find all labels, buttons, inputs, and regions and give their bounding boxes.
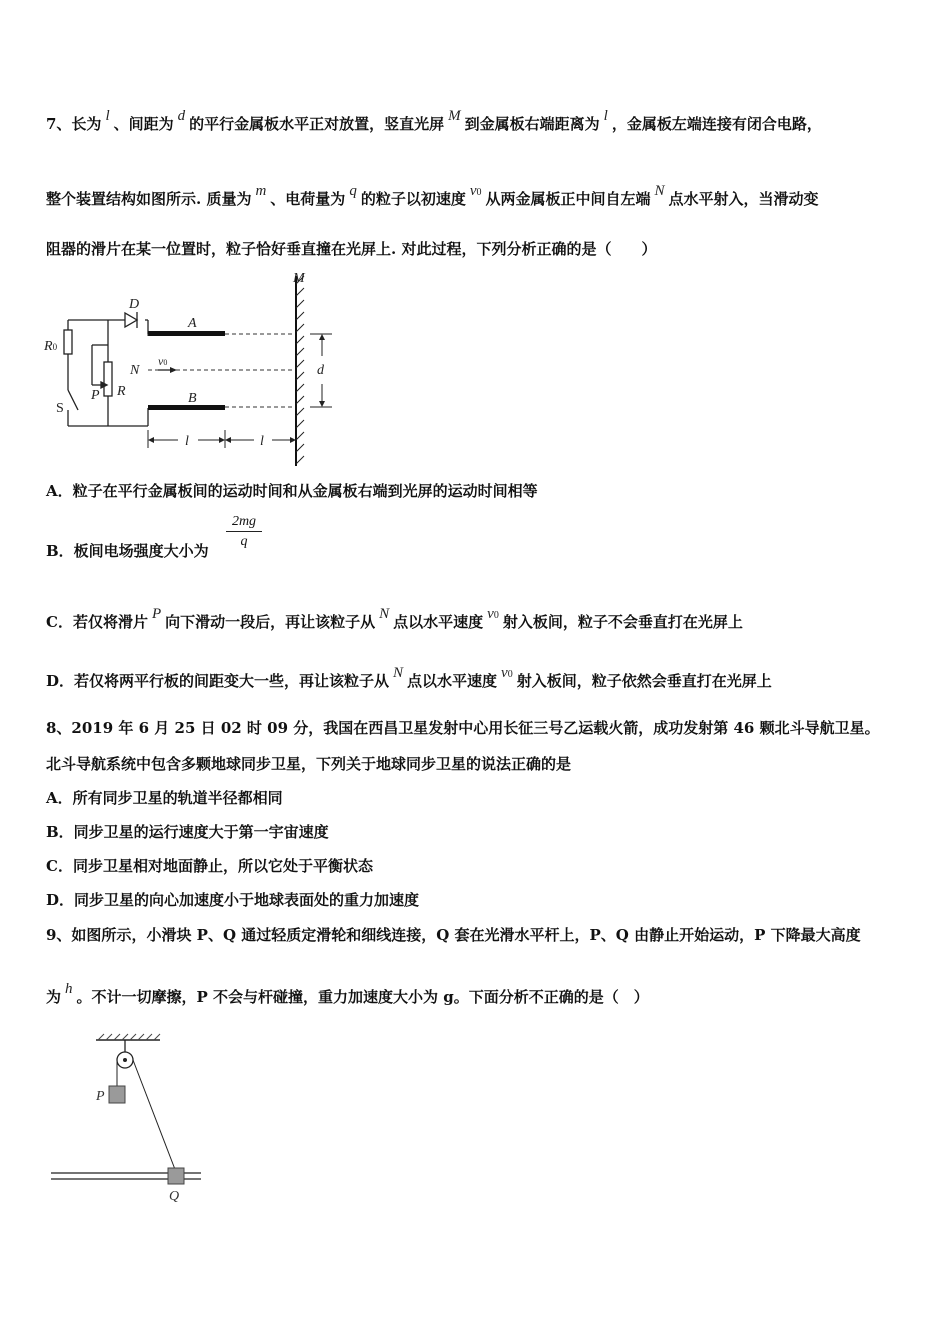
var-d: d [177, 108, 186, 124]
q7-option-b-fraction: $\frac{2mg}{q}$ [226, 514, 262, 550]
q8-option-c: C．同步卫星相对地面静止，所以它处于平衡状态 [46, 857, 373, 875]
label-R0: R0 [44, 339, 58, 354]
label-P: P [96, 1089, 105, 1104]
q9-stem-line1: 9、如图所示，小滑块 P、Q 通过轻质定滑轮和细线连接，Q 套在光滑水平杆上，P、Q 由静止开始运动，P 下降最大高度 [46, 926, 861, 944]
q8-option-d: D．同步卫星的向心加速度小于地球表面处的重力加速度 [46, 891, 420, 909]
var-m: m [255, 183, 267, 199]
q7-circuit-diagram [40, 268, 350, 470]
var-l: l [105, 108, 110, 124]
var-N: N [654, 183, 665, 199]
var-v0: v0 [469, 183, 482, 199]
label-A: A [188, 316, 197, 331]
label-Q: Q [169, 1189, 180, 1204]
label-l2: l [260, 434, 264, 449]
label-l1: l [185, 434, 189, 449]
var-q: q [349, 183, 357, 199]
var-M: M [448, 108, 461, 124]
q7-option-b: B．板间电场强度大小为 [46, 542, 209, 560]
q7-stem-line3: 阻器的滑片在某一位置时，粒子恰好垂直撞在光屏上. 对此过程，下列分析正确的是（ ） [46, 240, 657, 258]
q7-stem-line2: 整个装置结构如图所示. 质量为 m 、电荷量为 q 的粒子以初速度 v0 从两金属板正中间自左端 N 点水平射入，当滑动变 [46, 183, 819, 208]
label-v0: v0 [158, 354, 168, 368]
q8-stem-line1: 8、2019 年 6 月 25 日 02 时 09 分，我国在西昌卫星发射中心用长征三号乙运载火箭，成功发射第 46 颗北斗导航卫星。 [46, 719, 880, 737]
q8-option-b: B．同步卫星的运行速度大于第一宇宙速度 [46, 823, 329, 841]
q8-option-a: A．所有同步卫星的轨道半径都相同 [46, 789, 283, 807]
label-S: S [56, 401, 64, 416]
label-B: B [188, 391, 197, 406]
label-D: D [129, 297, 140, 312]
q7-stem-line1: 7、长为 l 、间距为 d 的平行金属板水平正对放置，竖直光屏 M 到金属板右端距离为 l ，金属板左端连接有闭合电路， [46, 108, 822, 133]
q8-stem-line2: 北斗导航系统中包含多颗地球同步卫星，下列关于地球同步卫星的说法正确的是 [46, 755, 572, 773]
label-N: N [130, 363, 140, 378]
q9-pulley-diagram [46, 1030, 216, 1210]
q7-option-a: A．粒子在平行金属板间的运动时间和从金属板右端到光屏的运动时间相等 [46, 482, 538, 500]
label-M: M [293, 271, 305, 286]
label-R: R [117, 384, 126, 399]
var-l: l [603, 108, 608, 124]
q7-option-d: D．若仅将两平行板的间距变大一些，再让该粒子从 N 点以水平速度 v0 射入板间，粒子依然会垂直打在光屏上 [46, 665, 772, 690]
label-P: P [91, 388, 100, 403]
q9-stem-line2: 为 h 。不计一切摩擦，P 不会与杆碰撞，重力加速度大小为 g。下面分析不正确的是（ ） [46, 981, 649, 1006]
q7-option-c: C．若仅将滑片 P 向下滑动一段后，再让该粒子从 N 点以水平速度 v0 射入板间，粒子不会垂直打在光屏上 [46, 606, 743, 631]
var-h: h [65, 981, 73, 997]
label-d: d [317, 363, 324, 378]
